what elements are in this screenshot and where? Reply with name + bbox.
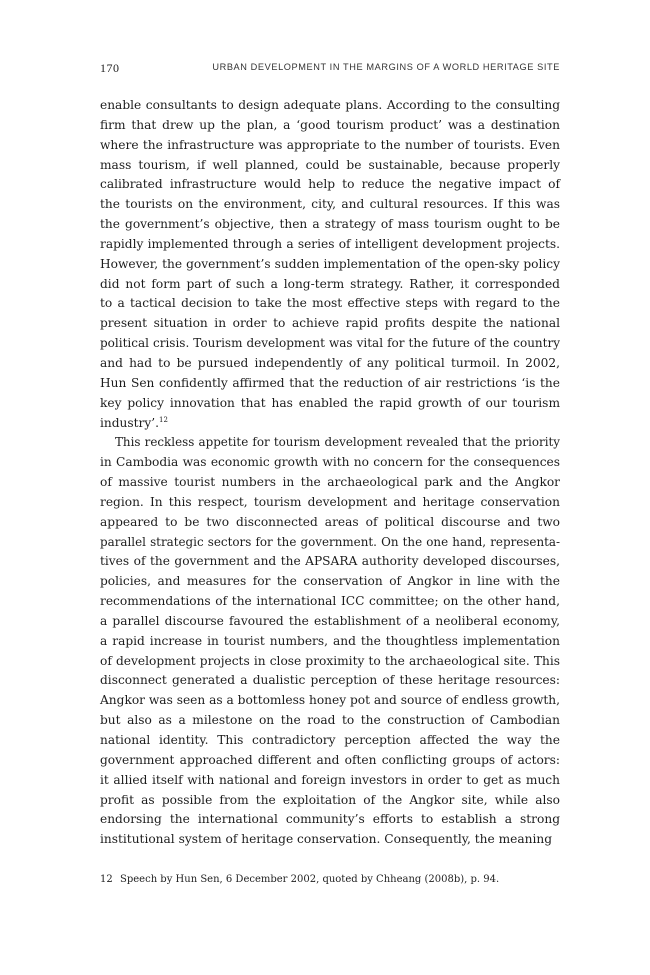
text-line: to a tactical decision to take the most effective steps with regard to the — [100, 296, 560, 311]
text-line: parallel strategic sectors for the government. On the one hand, representa- — [100, 534, 560, 549]
text-line: a rapid increase in tourist numbers, and the thoughtless implementation — [100, 633, 560, 648]
text-line: it allied itself with national and foreign investors in order to get as much — [100, 772, 560, 787]
text-line: institutional system of heritage conservation. Consequently, the meaning — [100, 832, 553, 847]
text-line: However, the government’s sudden implementation of the open-sky policy — [100, 256, 560, 271]
text-line: political crisis. Tourism development was vital for the future of the country — [100, 336, 560, 351]
text-line: recommendations of the international ICC committee; on the other hand, — [100, 594, 560, 609]
running-title: URBAN DEVELOPMENT IN THE MARGINS OF A WORLD HERITAGE SITE — [212, 62, 560, 72]
text-line: a parallel discourse favoured the establishment of a neoliberal economy, — [100, 613, 560, 628]
text-line: national identity. This contradictory perception affected the way the — [100, 733, 560, 747]
text-line: This reckless appetite for tourism development revealed that the priority — [115, 435, 560, 450]
text-line: endorsing the international community’s efforts to establish a strong — [100, 812, 560, 827]
paragraph — [100, 433, 560, 850]
text-line: government approached different and often conflicting groups of actors: — [100, 752, 560, 767]
text-line: enable consultants to design adequate plans. According to the consulting — [100, 98, 560, 112]
text-line: the government’s objective, then a strategy of mass tourism ought to be — [100, 217, 560, 232]
paragraph — [100, 96, 560, 433]
footnote-reference[interactable]: 12 — [159, 415, 168, 424]
text-line: firm that drew up the plan, a ‘good tourism product’ was a destination — [100, 117, 560, 132]
text-line: where the infrastructure was appropriate to the number of tourists. Even — [100, 137, 560, 152]
text-line: policies, and measures for the conservation of Angkor in line with the — [100, 574, 560, 589]
text-line: but also as a milestone on the road to the construction of Cambodian — [100, 713, 560, 728]
footnote-text: Speech by Hun Sen, 6 December 2002, quoted by Chheang (2008b), p. 94. — [120, 874, 500, 885]
text-line: of massive tourist numbers in the archaeological park and the Angkor — [100, 475, 560, 490]
text-line: appeared to be two disconnected areas of political discourse and two — [100, 514, 560, 529]
text-line: region. In this respect, tourism development and heritage conservation — [100, 494, 560, 509]
text-line: calibrated infrastructure would help to reduce the negative impact of — [100, 177, 560, 192]
page-header — [100, 61, 560, 77]
text-line: did not form part of such a long-term strategy. Rather, it corresponded — [100, 276, 560, 291]
text-line: profit as possible from the exploitation of the Angkor site, while also — [100, 792, 560, 807]
text-line: disconnect generated a dualistic perception of these heritage resources: — [100, 673, 560, 688]
text-line: in Cambodia was economic growth with no concern for the consequences — [100, 455, 560, 470]
footnote-number: 12 — [100, 874, 113, 885]
body-text — [100, 96, 560, 850]
text-line: of development projects in close proximity to the archaeological site. This — [100, 653, 560, 668]
text-line: industry’.$^{12}$ — [100, 415, 168, 430]
text-line: Hun Sen confidently affirmed that the reduction of air restrictions ‘is the — [100, 375, 560, 390]
text-line: key policy innovation that has enabled the rapid growth of our tourism — [100, 395, 560, 410]
text-line: and had to be pursued independently of any political turmoil. In 2002, — [100, 355, 560, 370]
footnote — [100, 874, 560, 885]
text-line: the tourists on the environment, city, and cultural resources. If this was — [100, 197, 560, 212]
text-line: Angkor was seen as a bottomless honey pot and source of endless growth, — [100, 693, 560, 708]
page-number: 170 — [100, 61, 120, 75]
text-line: present situation in order to achieve rapid profits despite the national — [100, 316, 560, 331]
text-line: tives of the government and the APSARA authority developed discourses, — [100, 554, 560, 569]
text-line: rapidly implemented through a series of intelligent development projects. — [100, 236, 560, 251]
text-line: mass tourism, if well planned, could be sustainable, because properly — [100, 157, 560, 172]
